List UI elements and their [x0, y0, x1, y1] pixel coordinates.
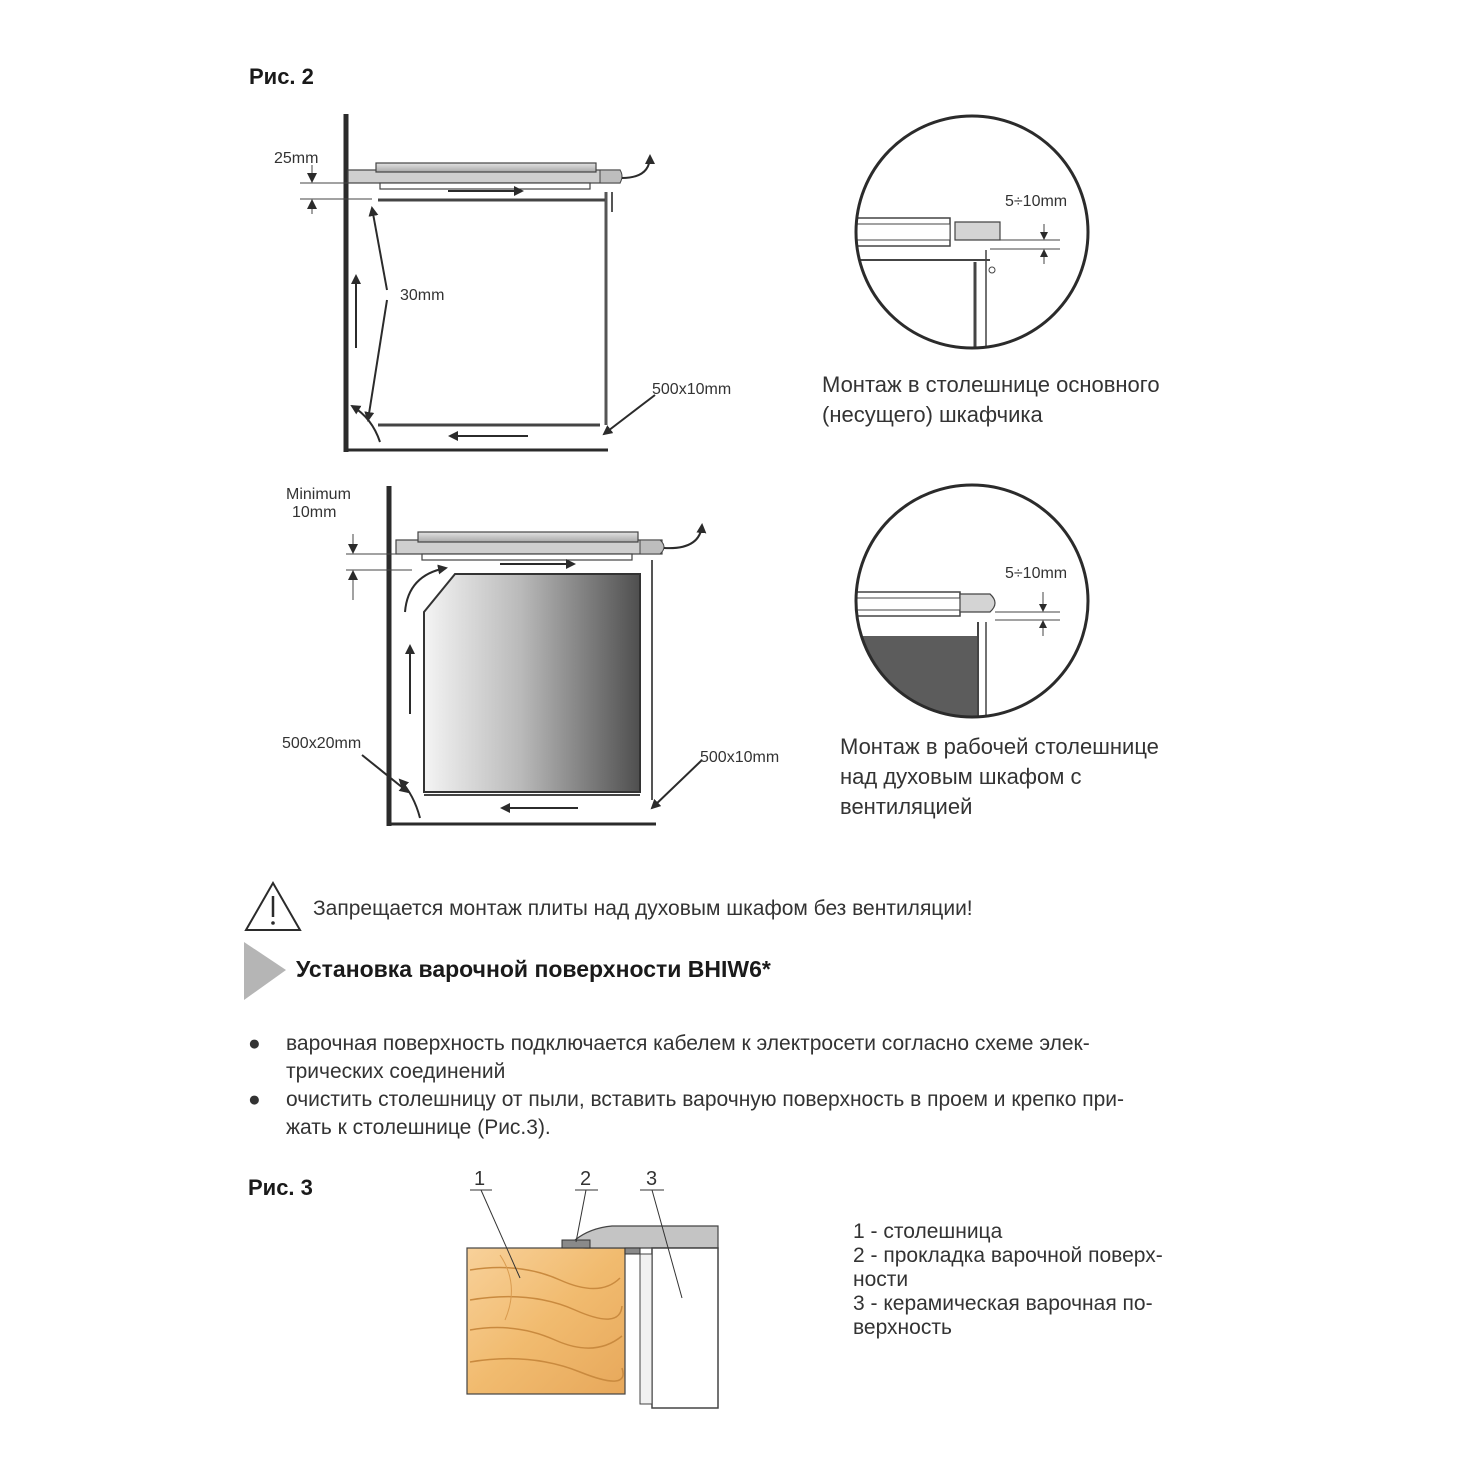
legend-line: 1 - столешница [853, 1220, 1003, 1243]
gap-label-bottom-line: 10mm [292, 504, 337, 521]
air-gap-label-top: 30mm [400, 287, 445, 304]
caption-top-line: Монтаж в столешнице основного [822, 372, 1160, 397]
countertop-wood [467, 1248, 625, 1394]
legend-line: ности [853, 1268, 909, 1291]
bullet-symbol: ● [248, 1088, 261, 1111]
gap-label-top: 25mm [274, 150, 319, 167]
vent-label-top: 500x10mm [652, 381, 732, 398]
bullet-line: трических соединений [286, 1060, 506, 1083]
bullet-line: очистить столешницу от пыли, вставить варочную поверхность в проем и крепко при- [286, 1088, 1125, 1111]
bullet-line: варочная поверхность подключается кабелем к электросети согласно схеме элек- [286, 1032, 1090, 1055]
fig2-title: Рис. 2 [249, 64, 314, 89]
caption-bottom-line: над духовым шкафом с [840, 764, 1082, 789]
detail-label-top: 5÷10mm [1005, 193, 1068, 210]
bullet-symbol: ● [248, 1032, 261, 1055]
callout-1: 1 [474, 1168, 486, 1190]
caption-bottom-line: вентиляцией [840, 794, 973, 819]
legend-line: 2 - прокладка варочной поверх- [853, 1244, 1163, 1267]
caption-bottom-line: Монтаж в рабочей столешнице [840, 734, 1159, 759]
fig3-title: Рис. 3 [248, 1175, 313, 1200]
legend-line: 3 - керамическая варочная по- [853, 1292, 1153, 1315]
callout-3: 3 [646, 1168, 658, 1190]
vent-left-label-bottom: 500x20mm [282, 735, 362, 752]
detail-label-bottom: 5÷10mm [1005, 565, 1068, 582]
callout-2: 2 [580, 1168, 592, 1190]
section-heading: Установка варочной поверхности BHIW6* [296, 956, 771, 982]
vent-right-label-bottom: 500x10mm [700, 749, 780, 766]
legend-line: верхность [853, 1316, 952, 1339]
warning-text: Запрещается монтаж плиты над духовым шкафом без вентиляции! [313, 897, 973, 920]
caption-top-line: (несущего) шкафчика [822, 402, 1043, 427]
fig3-legend [853, 1220, 1227, 1340]
bullet-line: жать к столешнице (Рис.3). [286, 1116, 551, 1139]
gap-label-bottom-line: Minimum [286, 486, 351, 503]
